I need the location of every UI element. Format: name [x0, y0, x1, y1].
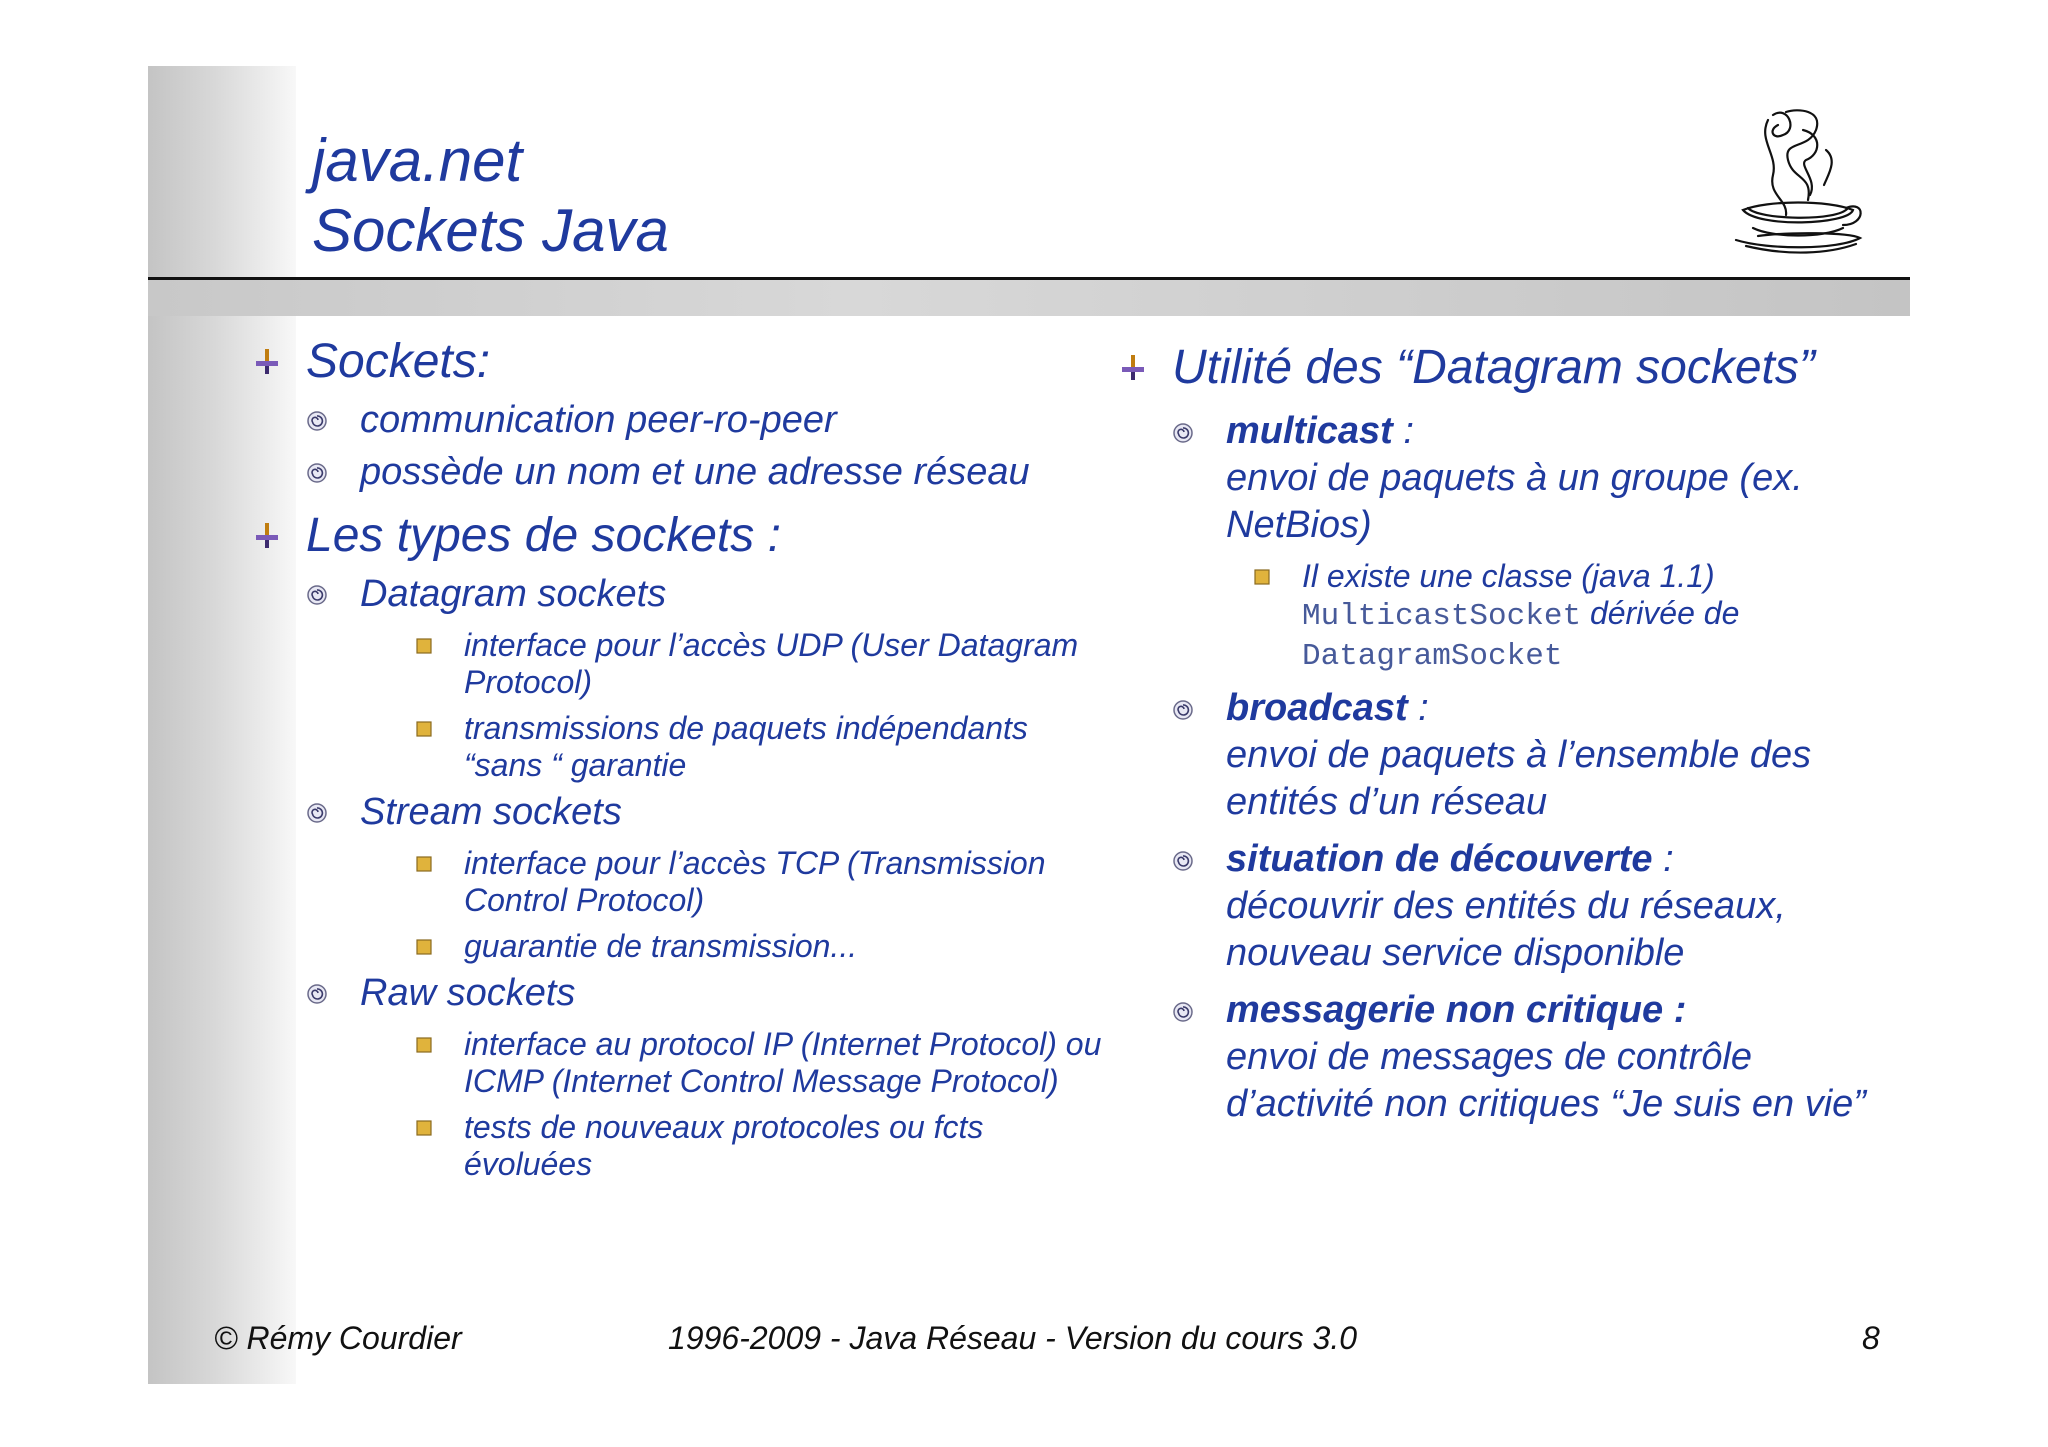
- sockets-heading: Sockets:: [306, 335, 491, 388]
- messaging-item: [1172, 987, 1888, 1128]
- discovery-item: situation de découverte : découvrir des entités du réseaux, nouveau service disponible: [1172, 836, 1888, 977]
- left-column: [252, 332, 1112, 1193]
- swirl-bullet-icon: [1172, 699, 1194, 721]
- square-bullet-icon: [416, 939, 432, 955]
- stream-item-1: interface pour l’accès TCP (Transmission Control Protocol): [416, 845, 1112, 919]
- square-bullet-icon: [416, 856, 432, 872]
- square-bullet-icon: [416, 1037, 432, 1053]
- messaging-term: messagerie non critique :: [1226, 989, 1687, 1031]
- slide-title: [312, 126, 669, 266]
- broadcast-term: broadcast: [1226, 687, 1408, 729]
- bullet-datagram-utility: [1118, 338, 1888, 1128]
- types-heading: Les types de sockets :: [306, 509, 781, 562]
- discovery-desc: découvrir des entités du réseaux, nouveau service disponible: [1226, 885, 1786, 974]
- raw-item-2: tests de nouveaux protocoles ou fcts évoluées: [416, 1109, 1112, 1183]
- raw-item-1: interface au protocol IP (Internet Protocol) ou ICMP (Internet Control Message Protocol): [416, 1026, 1112, 1100]
- sockets-item-2: possède un nom et une adresse réseau: [306, 448, 1112, 496]
- multicast-item: multicast : envoi de paquets à un groupe (ex. NetBios) Il existe une classe (java 1.1) MulticastSocket dérivée de DatagramSocket: [1172, 408, 1888, 675]
- swirl-bullet-icon: [306, 462, 328, 484]
- square-bullet-icon: [416, 638, 432, 654]
- datagram-item-1: interface pour l’accès UDP (User Datagram Protocol): [416, 627, 1112, 701]
- square-bullet-icon: [416, 1120, 432, 1136]
- swirl-bullet-icon: [306, 584, 328, 606]
- title-line-2: Sockets Java: [312, 197, 669, 264]
- stream-sockets: Stream sockets interface pour l’accès TCP (Transmission Control Protocol) guarantie de transmission...: [306, 788, 1112, 965]
- pushpin-bullet-icon: [1118, 352, 1148, 382]
- right-column: [1118, 338, 1888, 1138]
- multicast-class-note: Il existe une classe (java 1.1) MulticastSocket dérivée de DatagramSocket: [1254, 558, 1888, 675]
- footer-course: 1996-2009 - Java Réseau - Version du cours 3.0: [668, 1320, 1357, 1356]
- swirl-bullet-icon: [1172, 422, 1194, 444]
- pushpin-bullet-icon: [252, 346, 282, 376]
- broadcast-item: broadcast : envoi de paquets à l’ensemble des entités d’un réseau: [1172, 685, 1888, 826]
- title-line-1: java.net: [312, 127, 523, 194]
- pushpin-bullet-icon: [252, 520, 282, 550]
- multicast-desc: envoi de paquets à un groupe (ex. NetBios): [1226, 457, 1803, 546]
- bullet-sockets: [252, 332, 1112, 496]
- sockets-item-1: communication peer-ro-peer: [306, 396, 1112, 444]
- datagram-socket-class: DatagramSocket: [1302, 639, 1563, 674]
- datagram-sockets: Datagram sockets interface pour l’accès UDP (User Datagram Protocol) transmissions de paquets indépendants “sans “ garantie: [306, 570, 1112, 784]
- messaging-desc: envoi de messages de contrôle d’activité non critiques “Je suis en vie”: [1226, 1036, 1866, 1125]
- discovery-term: situation de découverte: [1226, 838, 1653, 880]
- utility-heading: Utilité des “Datagram sockets”: [1172, 341, 1815, 394]
- footer-author: © Rémy Courdier: [214, 1320, 462, 1356]
- square-bullet-icon: [1254, 569, 1270, 585]
- stream-item-2: guarantie de transmission...: [416, 928, 1112, 965]
- multicast-socket-class: MulticastSocket: [1302, 599, 1582, 634]
- swirl-bullet-icon: [1172, 850, 1194, 872]
- swirl-bullet-icon: [306, 410, 328, 432]
- swirl-bullet-icon: [1172, 1001, 1194, 1023]
- raw-sockets: Raw sockets interface au protocol IP (Internet Protocol) ou ICMP (Internet Control Message Protocol) tests de nouveaux protocoles ou fcts évoluées: [306, 969, 1112, 1183]
- swirl-bullet-icon: [306, 802, 328, 824]
- multicast-term: multicast: [1226, 410, 1393, 452]
- java-coffee-cup-icon: [1728, 100, 1868, 260]
- broadcast-desc: envoi de paquets à l’ensemble des entités d’un réseau: [1226, 734, 1812, 823]
- datagram-item-2: transmissions de paquets indépendants “sans “ garantie: [416, 710, 1112, 784]
- header-strip: [148, 280, 1910, 316]
- footer-page-number: 8: [1862, 1320, 1880, 1356]
- swirl-bullet-icon: [306, 983, 328, 1005]
- bullet-types: [252, 506, 1112, 1183]
- square-bullet-icon: [416, 721, 432, 737]
